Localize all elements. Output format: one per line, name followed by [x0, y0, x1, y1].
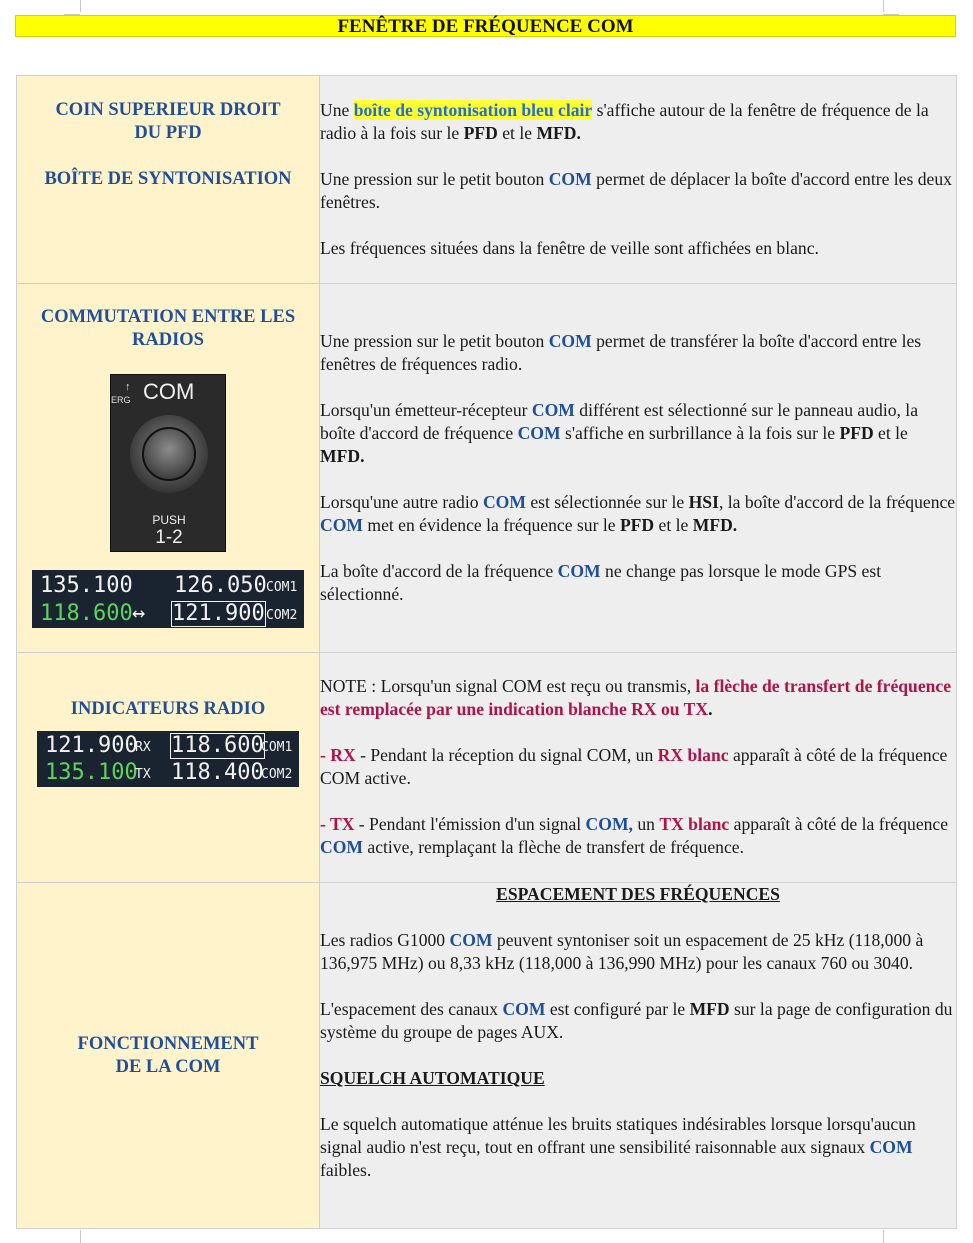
crop-mark — [883, 0, 884, 12]
paragraph: Les fréquences situées dans la fenêtre de veille sont affichées en blanc. — [320, 238, 819, 258]
section-heading: ESPACEMENT DES FRÉQUENCES — [496, 884, 780, 904]
paragraph: Lorsqu'une autre radio COM est sélectionnée sur le HSI, la boîte d'accord de la fréquence COM met en évidence la fréquence sur le PFD et le MFD. — [320, 492, 956, 535]
knob-select-label: 1-2 — [155, 527, 183, 548]
row-label-cell — [17, 883, 320, 1229]
paragraph: La boîte d'accord de la fréquence COM ne change pas lorsque le mode GPS est sélectionné. — [320, 561, 882, 604]
row-label-cell — [17, 76, 320, 284]
row-label: BOÎTE DE SYNTONISATION — [44, 169, 292, 189]
tuning-box-frequency: 118.600 — [171, 733, 264, 758]
row-label: COIN SUPERIEUR DROIT — [55, 100, 281, 120]
standby-frequency: 126.050 — [174, 573, 267, 598]
row-label-cell — [17, 653, 320, 883]
row-label: COMMUTATION ENTRE LES — [40, 307, 296, 327]
paragraph: Lorsqu'un émetteur-récepteur COM différent est sélectionné sur le panneau audio, la boîte d'accord de fréquence COM s'affiche en surbrillance à la fois sur le PFD et le MFD. — [320, 400, 919, 466]
row-label: INDICATEURS RADIO — [70, 699, 266, 719]
up-arrow-icon: ↑ — [125, 381, 131, 393]
transfer-arrow-icon: ↔ — [132, 601, 146, 626]
standby-frequency: 118.400 — [171, 760, 264, 785]
com-tag: COM2 — [266, 608, 298, 623]
page-title: FENÊTRE DE FRÉQUENCE COM — [15, 15, 956, 37]
com-tag: COM1 — [266, 580, 298, 595]
knob-icon — [142, 427, 196, 481]
paragraph: Une pression sur le petit bouton COM permet de transférer la boîte d'accord entre les fenêtres de fréquences radio. — [320, 331, 922, 374]
row-label: DU PFD — [134, 123, 202, 143]
row-content-cell — [320, 883, 957, 1229]
active-frequency: 135.100 — [45, 760, 138, 785]
row-content-cell — [320, 76, 957, 284]
knob-erg-label: ERG — [111, 395, 131, 405]
row-content-cell — [320, 284, 957, 653]
row-label: FONCTIONNEMENT — [77, 1033, 259, 1054]
row-content-cell — [320, 653, 957, 883]
com-knob-image — [110, 374, 226, 552]
paragraph: NOTE : Lorsqu'un signal COM est reçu ou transmis, la flèche de transfert de fréquence est remplacée par une indication blanche RX ou TX. — [320, 676, 952, 719]
row-label: RADIOS — [132, 330, 204, 350]
content-table — [16, 75, 957, 1229]
paragraph: Le squelch automatique atténue les bruits statiques indésirables lorsque lorsqu'aucun signal audio n'est reçu, tout en offrant une sensibilité raisonnable aux signaux COM faibles. — [320, 1114, 916, 1180]
knob-push-label: PUSH — [152, 513, 186, 527]
active-frequency: 135.100 — [40, 573, 133, 598]
row-label: DE LA COM — [115, 1056, 221, 1077]
com-tag: COM1 — [261, 740, 293, 755]
paragraph: Une pression sur le petit bouton COM permet de déplacer la boîte d'accord entre les deux fenêtres. — [320, 169, 952, 212]
table-row — [17, 653, 957, 883]
section-heading: SQUELCH AUTOMATIQUE — [320, 1068, 545, 1088]
paragraph: - TX - Pendant l'émission d'un signal COM, un TX blanc apparaît à côté de la fréquence COM active, remplaçant la flèche de transfert de fréquence. — [320, 814, 949, 857]
row-label-cell — [17, 284, 320, 653]
paragraph: L'espacement des canaux COM est configuré par le MFD sur la page de configuration du système du groupe de pages AUX. — [320, 999, 953, 1042]
tx-indicator: TX — [135, 767, 151, 782]
com-frequency-display — [32, 570, 304, 628]
paragraph: Une boîte de syntonisation bleu clair s'affiche autour de la fenêtre de fréquence de la radio à la fois sur le PFD et le MFD. — [320, 100, 929, 143]
com-tag: COM2 — [261, 767, 293, 782]
paragraph: Les radios G1000 COM peuvent syntoniser soit un espacement de 25 kHz (118,000 à 136,975 MHz) ou 8,33 kHz (118,000 à 136,990 MHz) pour les canaux 760 ou 3040. — [320, 930, 924, 973]
active-frequency: 121.900 — [45, 733, 138, 758]
paragraph: - RX - Pendant la réception du signal COM, un RX blanc apparaît à côté de la fréquence COM active. — [320, 745, 948, 788]
active-frequency: 118.600 — [40, 601, 133, 626]
crop-mark — [80, 1230, 81, 1243]
knob-com-label: COM — [143, 379, 195, 404]
rx-indicator: RX — [135, 740, 151, 755]
crop-mark — [883, 1230, 884, 1243]
table-row — [17, 284, 957, 653]
tuning-box-frequency: 121.900 — [172, 601, 265, 626]
table-row — [17, 883, 957, 1229]
crop-mark — [80, 0, 81, 12]
radio-indicator-display — [37, 731, 299, 787]
table-row — [17, 76, 957, 284]
